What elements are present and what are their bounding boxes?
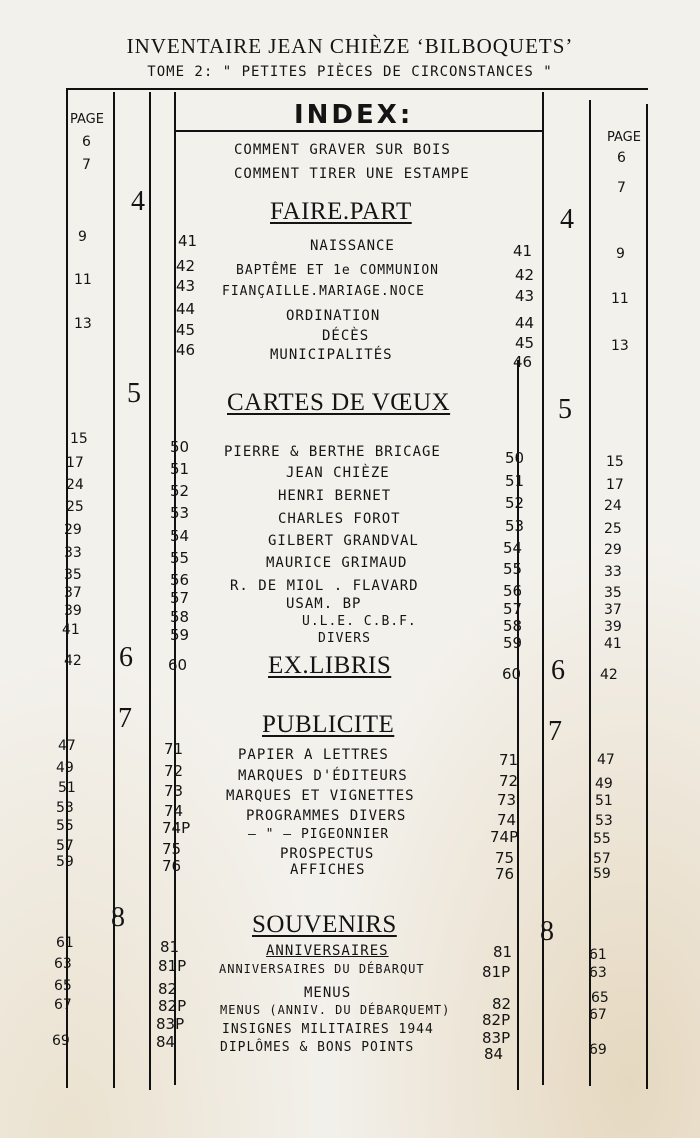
- page-number-right: 41: [604, 636, 622, 652]
- entry-label: DIVERS: [318, 631, 371, 646]
- section-title: EX.LIBRIS: [268, 652, 392, 679]
- page-number-right: 29: [604, 542, 622, 558]
- entry-label: ANNIVERSAIRES DU DÉBARQUT: [219, 962, 425, 976]
- page-number-right: 11: [611, 291, 629, 307]
- section-marker-left: 7: [118, 703, 132, 734]
- entry-number-right: 57: [503, 600, 523, 618]
- page-number-right: 53: [595, 813, 613, 829]
- entry-number-right: 54: [503, 539, 523, 557]
- entry-number-right: 82: [492, 995, 512, 1013]
- page-number-right: 33: [604, 564, 622, 580]
- entry-number-right: 41: [513, 242, 533, 260]
- entry-number-left: 46: [176, 341, 196, 359]
- entry-number-left: 76: [162, 857, 182, 875]
- entry-number-left: 53: [170, 504, 190, 522]
- intro-page-right: 6: [617, 150, 626, 166]
- entry-label: MENUS: [304, 985, 352, 1001]
- entry-number-right: 50: [505, 449, 525, 467]
- section-marker-right: 8: [540, 916, 554, 947]
- page-number-left: 53: [56, 800, 74, 816]
- page-number-right: 25: [604, 521, 622, 537]
- entry-label: CHARLES FOROT: [278, 511, 401, 527]
- entry-label: R. DE MIOL . FLAVARD: [230, 578, 419, 594]
- entry-number-right: 72: [499, 772, 519, 790]
- page-number-right: 57: [593, 851, 611, 867]
- entry-number-right: 83P: [482, 1029, 511, 1047]
- page-number-right: 55: [593, 831, 611, 847]
- page-number-right: 35: [604, 585, 622, 601]
- entry-number-right: 52: [505, 494, 525, 512]
- page-number-right: 65: [591, 990, 609, 1006]
- section-title: CARTES DE VŒUX: [227, 389, 451, 416]
- entry-number-left: 51: [170, 460, 190, 478]
- entry-label: PAPIER A LETTRES: [238, 747, 389, 763]
- entry-number-right: 81P: [482, 963, 511, 981]
- page-number-left: 61: [56, 935, 74, 951]
- entry-number-right: 46: [513, 353, 533, 371]
- page-number-right: 13: [611, 338, 629, 354]
- entry-number-right: 74: [497, 811, 517, 829]
- page-number-right: 9: [616, 246, 625, 262]
- entry-number-left: 83P: [156, 1015, 185, 1033]
- entry-number-left: 45: [176, 321, 196, 339]
- page-number-right: 39: [604, 619, 622, 635]
- page-number-left: 39: [64, 603, 82, 619]
- entry-number-left: 81: [160, 938, 180, 956]
- section-title: PUBLICITE: [262, 711, 395, 738]
- page-number-left: 29: [64, 522, 82, 538]
- entry-number-right: 45: [515, 334, 535, 352]
- page-number-left: 59: [56, 854, 74, 870]
- page-number-right: 51: [595, 793, 613, 809]
- entry-label: JEAN CHIÈZE: [286, 465, 390, 481]
- page-number-left: 67: [54, 997, 72, 1013]
- entry-label: PROSPECTUS: [280, 846, 375, 862]
- entry-number-right: 60: [502, 665, 522, 683]
- entry-number-left: 55: [170, 549, 190, 567]
- entry-label: BAPTÊME ET 1e COMMUNION: [236, 263, 440, 278]
- entry-number-left: 44: [176, 300, 196, 318]
- entry-number-left: 54: [170, 527, 190, 545]
- page-number-left: 51: [58, 780, 76, 796]
- frame-line-right-inner: [517, 360, 519, 1090]
- page-number-left: 13: [74, 316, 92, 332]
- entry-number-right: 76: [495, 865, 515, 883]
- entry-number-left: 73: [164, 782, 184, 800]
- page-number-left: 33: [64, 545, 82, 561]
- entry-number-right: 82P: [482, 1011, 511, 1029]
- entry-number-left: 56: [170, 571, 190, 589]
- intro-page-right: 7: [617, 180, 626, 196]
- section-marker-left: 4: [131, 186, 145, 217]
- entry-label: INSIGNES MILITAIRES 1944: [222, 1022, 434, 1037]
- entry-label: DÉCÈS: [322, 328, 370, 344]
- frame-line-left-inner: [113, 92, 115, 1088]
- page-number-right: 17: [606, 477, 624, 493]
- section-marker-left: 5: [127, 378, 141, 409]
- page-number-left: 42: [64, 653, 82, 669]
- entry-number-right: 44: [515, 314, 535, 332]
- page-number-right: 24: [604, 498, 622, 514]
- entry-number-right: 42: [515, 266, 535, 284]
- intro-item: COMMENT GRAVER SUR BOIS: [234, 142, 451, 158]
- page-number-left: 69: [52, 1033, 70, 1049]
- entry-label: ANNIVERSAIRES: [266, 943, 389, 959]
- page-number-left: 37: [64, 585, 82, 601]
- entry-number-right: 73: [497, 791, 517, 809]
- entry-label: ORDINATION: [286, 308, 381, 324]
- entry-label: MAURICE GRIMAUD: [266, 555, 408, 571]
- page-number-left: 35: [64, 567, 82, 583]
- entry-number-left: 43: [176, 277, 196, 295]
- entry-number-left: 74: [164, 802, 184, 820]
- entry-label: AFFICHES: [290, 862, 366, 878]
- entry-number-right: 74P: [490, 828, 519, 846]
- entry-label: HENRI BERNET: [278, 488, 392, 504]
- entry-number-left: 50: [170, 438, 190, 456]
- entry-label: NAISSANCE: [310, 238, 395, 254]
- entry-number-left: 52: [170, 482, 190, 500]
- entry-number-right: 71: [499, 751, 519, 769]
- page-number-right: 49: [595, 776, 613, 792]
- page-number-right: 42: [600, 667, 618, 683]
- frame-line-right-outer: [646, 104, 648, 1089]
- page-number-left: 11: [74, 272, 92, 288]
- page-number-right: 61: [589, 947, 607, 963]
- section-title: FAIRE.PART: [270, 198, 412, 225]
- section-title: SOUVENIRS: [252, 911, 397, 938]
- entry-number-left: 71: [164, 740, 184, 758]
- section-marker-left: 8: [111, 902, 125, 933]
- entry-label: MARQUES ET VIGNETTES: [226, 788, 415, 804]
- entry-number-right: 58: [503, 617, 523, 635]
- entry-number-left: 75: [162, 840, 182, 858]
- page-number-left: 24: [66, 477, 84, 493]
- entry-label: PROGRAMMES DIVERS: [246, 808, 407, 824]
- entry-label: MENUS (ANNIV. DU DÉBARQUEMT): [220, 1003, 451, 1017]
- entry-number-left: 59: [170, 626, 190, 644]
- page-number-right: 69: [589, 1042, 607, 1058]
- index-title-rule: [174, 130, 544, 132]
- intro-page-left: 6: [82, 134, 91, 150]
- entry-label: FIANÇAILLE.MARIAGE.NOCE: [222, 284, 426, 299]
- entry-number-left: 82P: [158, 997, 187, 1015]
- entry-number-left: 57: [170, 589, 190, 607]
- entry-number-right: 81: [493, 943, 513, 961]
- entry-number-right: 56: [503, 582, 523, 600]
- page-label-left: PAGE: [70, 112, 104, 127]
- entry-number-right: 43: [515, 287, 535, 305]
- document-subtitle: TOME 2: " PETITES PIÈCES DE CIRCONSTANCES ": [147, 64, 553, 80]
- page-number-right: 63: [589, 965, 607, 981]
- page-number-right: 67: [589, 1007, 607, 1023]
- page-number-left: 17: [66, 455, 84, 471]
- page-label-right: PAGE: [607, 130, 641, 145]
- intro-item: COMMENT TIRER UNE ESTAMPE: [234, 166, 470, 182]
- entry-number-left: 74P: [162, 819, 191, 837]
- page-number-left: 55: [56, 818, 74, 834]
- page-number-right: 59: [593, 866, 611, 882]
- entry-number-right: 75: [495, 849, 515, 867]
- page-number-right: 15: [606, 454, 624, 470]
- entry-number-left: 72: [164, 762, 184, 780]
- entry-label: U.L.E. C.B.F.: [302, 614, 417, 629]
- frame-top-border: [66, 88, 648, 90]
- page-number-left: 49: [56, 760, 74, 776]
- page-number-left: 25: [66, 499, 84, 515]
- frame-line-right-mid: [589, 100, 591, 1086]
- page-number-left: 41: [62, 622, 80, 638]
- entry-number-left: 84: [156, 1033, 176, 1051]
- section-marker-right: 4: [560, 204, 574, 235]
- section-marker-right: 5: [558, 394, 572, 425]
- page-number-left: 65: [54, 978, 72, 994]
- section-marker-right: 7: [548, 716, 562, 747]
- page-number-left: 9: [78, 229, 87, 245]
- intro-page-left: 7: [82, 157, 91, 173]
- section-marker-left: 6: [119, 642, 133, 673]
- index-title: INDEX:: [294, 100, 414, 130]
- page-number-left: 47: [58, 738, 76, 754]
- entry-label: — " — PIGEONNIER: [248, 827, 390, 842]
- entry-label: PIERRE & BERTHE BRICAGE: [224, 444, 441, 460]
- entry-number-left: 82: [158, 980, 178, 998]
- entry-number-left: 60: [168, 656, 188, 674]
- entry-number-right: 55: [503, 560, 523, 578]
- entry-number-right: 84: [484, 1045, 504, 1063]
- entry-label: USAM. BP: [286, 596, 362, 612]
- frame-line-center-left: [149, 92, 151, 1090]
- entry-number-left: 41: [178, 232, 198, 250]
- entry-number-left: 58: [170, 608, 190, 626]
- page-number-right: 37: [604, 602, 622, 618]
- entry-number-left: 42: [176, 257, 196, 275]
- page-number-left: 57: [56, 838, 74, 854]
- entry-label: GILBERT GRANDVAL: [268, 533, 419, 549]
- entry-number-right: 59: [503, 634, 523, 652]
- entry-label: DIPLÔMES & BONS POINTS: [220, 1040, 415, 1055]
- entry-label: MUNICIPALITÉS: [270, 347, 393, 363]
- page-number-left: 63: [54, 956, 72, 972]
- section-marker-right: 6: [551, 655, 565, 686]
- entry-number-right: 51: [505, 472, 525, 490]
- page-number-right: 47: [597, 752, 615, 768]
- entry-number-left: 81P: [158, 957, 187, 975]
- entry-label: MARQUES D'ÉDITEURS: [238, 768, 408, 784]
- document-title: INVENTAIRE JEAN CHIÈZE ‘BILBOQUETS’: [126, 34, 574, 58]
- page-number-left: 15: [70, 431, 88, 447]
- entry-number-right: 53: [505, 517, 525, 535]
